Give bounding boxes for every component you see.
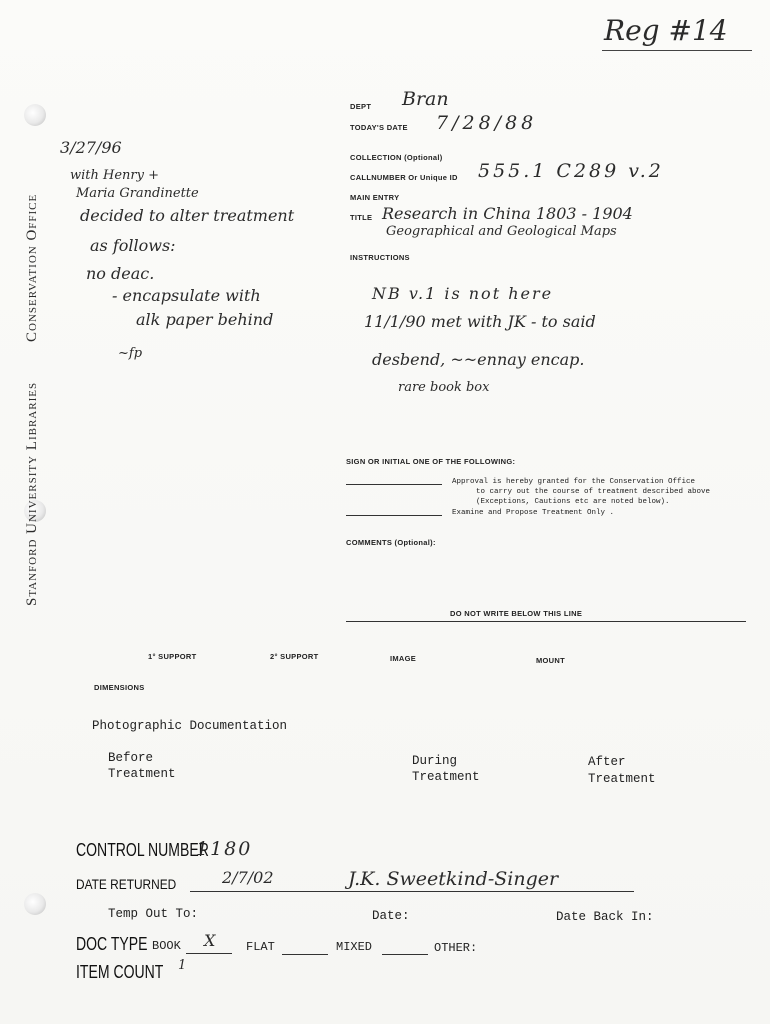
date-returned-label: DATE RETURNED <box>76 876 177 892</box>
approval-option2: Examine and Propose Treatment Only . <box>452 509 615 517</box>
instructions-label: INSTRUCTIONS <box>350 253 410 262</box>
book-label: BOOK <box>152 939 181 953</box>
during-label-1: During <box>412 754 458 768</box>
notes-initials: ~fp <box>118 346 143 361</box>
temp-out-label: Temp Out To: <box>108 907 199 921</box>
control-number-value: 1180 <box>196 838 253 860</box>
photo-doc-label: Photographic Documentation <box>92 719 288 733</box>
sidebar-office: Conservation Office <box>24 193 40 342</box>
flat-blank[interactable] <box>282 954 328 955</box>
date-back-label: Date Back In: <box>556 910 654 924</box>
sidebar-libraries: Stanford University Libraries <box>24 381 40 606</box>
notes-line1: with Henry + <box>70 168 160 183</box>
instructions-line4: rare book box <box>398 380 490 395</box>
approval-option1-line3: (Exceptions, Cautions etc are noted below). <box>476 498 670 506</box>
comments-label: COMMENTS (Optional): <box>346 538 436 547</box>
approval-option1-line1: Approval is hereby granted for the Conservation Office <box>452 478 696 486</box>
todays-date-label: TODAY'S DATE <box>350 123 408 132</box>
during-label-2: Treatment <box>412 770 480 784</box>
mount-label: MOUNT <box>536 656 565 665</box>
main-entry-label: MAIN ENTRY <box>350 193 400 202</box>
mixed-blank[interactable] <box>382 954 428 955</box>
instructions-line2: 11/1/90 met with JK - to said <box>364 312 596 331</box>
reg-underline <box>602 50 752 51</box>
title-label: TITLE <box>350 213 373 222</box>
callnumber-value: 555.1 C289 v.2 <box>478 160 664 182</box>
after-label-1: After <box>588 755 626 769</box>
approval-option1-line2: to carry out the course of treatment described above <box>476 488 711 496</box>
punch-hole-bottom <box>24 893 46 915</box>
instructions-line1: NB v.1 is not here <box>372 284 554 303</box>
do-not-write-label: DO NOT WRITE BELOW THIS LINE <box>450 609 583 618</box>
mixed-label: MIXED <box>336 940 373 954</box>
dept-value: Bran <box>402 88 449 110</box>
dimensions-label: DIMENSIONS <box>94 683 145 692</box>
notes-line4: as follows: <box>90 236 176 255</box>
item-count-label: ITEM COUNT <box>76 962 164 982</box>
notes-line2: Maria Grandinette <box>76 186 199 201</box>
punch-hole-top <box>24 104 46 126</box>
image-label: IMAGE <box>390 654 417 663</box>
title-value-line2: Geographical and Geological Maps <box>386 224 617 239</box>
support1-label: 1° SUPPORT <box>148 652 197 661</box>
reg-number: Reg #14 <box>604 14 728 47</box>
before-label-1: Before <box>108 751 154 765</box>
date-returned-value: 2/7/02 <box>222 868 274 887</box>
notes-line7: alk paper behind <box>136 310 274 329</box>
todays-date-value: 7/28/88 <box>436 112 538 134</box>
before-label-2: Treatment <box>108 767 176 781</box>
doc-type-label: DOC TYPE <box>76 934 148 954</box>
notes-line5: no deac. <box>86 264 155 283</box>
notes-line3: decided to alter treatment <box>80 206 295 225</box>
approval-sign-line-2[interactable] <box>346 515 442 516</box>
flat-label: FLAT <box>246 940 275 954</box>
after-label-2: Treatment <box>588 772 656 786</box>
callnumber-label: CALLNUMBER Or Unique ID <box>350 173 458 182</box>
date-returned-signature: J.K. Sweetkind-Singer <box>348 868 559 890</box>
do-not-write-rule <box>346 621 746 622</box>
approval-sign-line-1[interactable] <box>346 484 442 485</box>
book-mark: X <box>204 931 216 950</box>
item-count-value: 1 <box>178 958 187 973</box>
notes-date: 3/27/96 <box>60 138 122 157</box>
date-returned-line[interactable] <box>190 891 634 892</box>
book-blank[interactable] <box>186 953 232 954</box>
support2-label: 2° SUPPORT <box>270 652 319 661</box>
instructions-line3: desbend, ~~ennay encap. <box>372 350 585 369</box>
other-label: OTHER: <box>434 941 478 955</box>
dept-label: DEPT <box>350 102 372 111</box>
date-label: Date: <box>372 909 410 923</box>
approval-heading: SIGN OR INITIAL ONE OF THE FOLLOWING: <box>346 457 516 466</box>
notes-line6: - encapsulate with <box>112 286 261 305</box>
control-number-label: CONTROL NUMBER <box>76 840 209 860</box>
title-value-line1: Research in China 1803 - 1904 <box>382 204 633 223</box>
collection-label: COLLECTION (Optional) <box>350 153 443 162</box>
